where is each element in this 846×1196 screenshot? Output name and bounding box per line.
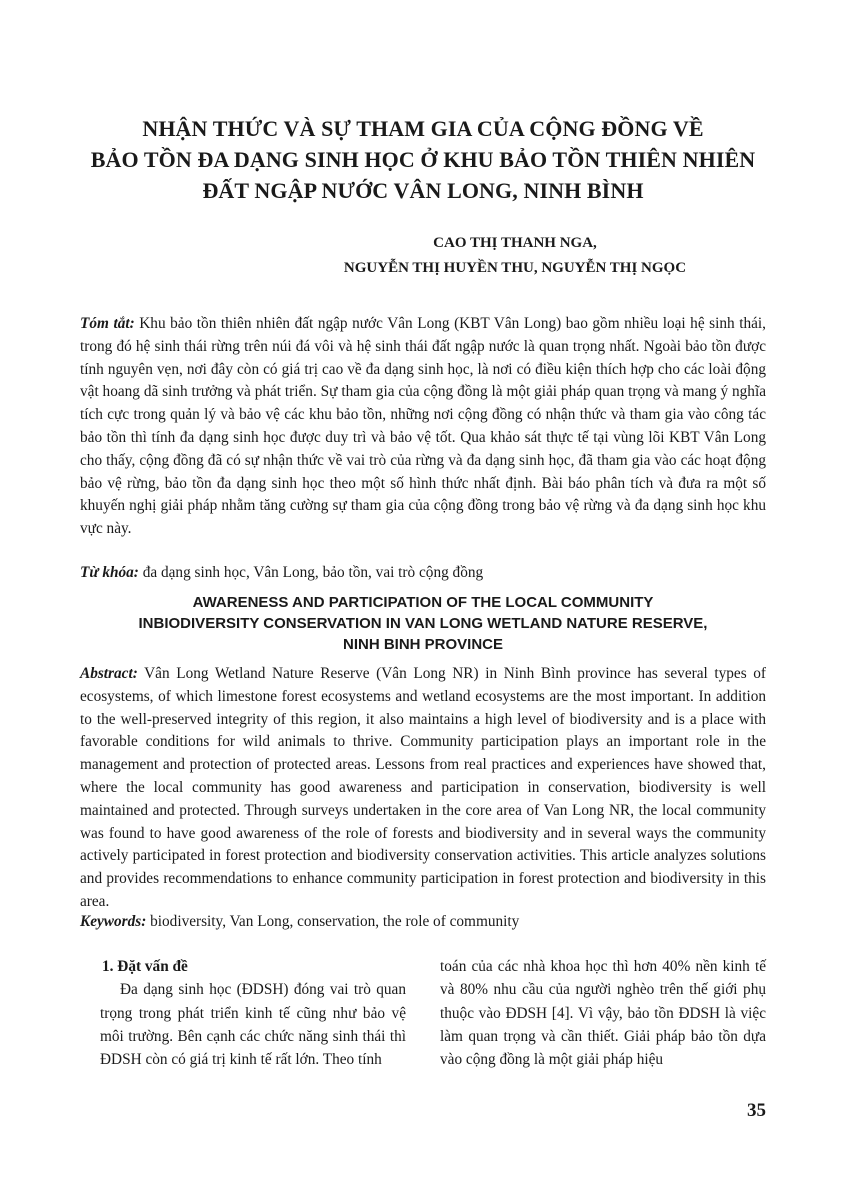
- abstract-text: Vân Long Wetland Nature Reserve (Vân Long NR) in Ninh Bình province has several types of ecosystems, of which limestone forest ecosystems and wetland ecosystems are the most important. In addition to the well-preserved integrity of this region, it also maintains a high level of biodiversity and is a place with favorable conditions for wild animals to thrive. Community participation plays an important role in the management and protection of protected areas. Lessons from real practices and experiences have showed that, where the local community has good awareness and participation in conservation, biodiversity is well maintained and protected. Through surveys undertaken in the core area of Van Long NR, the local community was found to have good awareness of the role of forests and biodiversity and in several ways the community actively participated in forest protection and biodiversity conservation activities. This article analyzes solutions and provides recommendations to enhance community participation in forest protection and biodiversity in this area.: [80, 665, 766, 910]
- title-line: ĐẤT NGẬP NƯỚC VÂN LONG, NINH BÌNH: [202, 178, 644, 203]
- keywords-label: Keywords:: [80, 913, 147, 930]
- abstract-label: Abstract:: [80, 665, 138, 682]
- english-title-line: INBIODIVERSITY CONSERVATION IN VAN LONG WETLAND NATURE RESERVE,: [138, 615, 708, 632]
- abstract-text: Khu bảo tồn thiên nhiên đất ngập nước Vân Long (KBT Vân Long) bao gồm nhiều loại hệ sinh thái, trong đó hệ sinh thái rừng trên núi đá vôi và hệ sinh thái đất ngập nước là quan trọng nhất. Ngoài bảo tồn được tính nguyên vẹn, nơi đây còn có giá trị cao về đa dạng sinh học, là nơi có điều kiện thích hợp cho các loài động vật hoang dã sinh trưởng và phát triển. Sự tham gia của cộng đồng là một giải pháp quan trọng và mang ý nghĩa tích cực trong quản lý và bảo vệ các khu bảo tồn, những nơi cộng đồng có nhận thức và tham gia vào công tác bảo tồn thì tính đa dạng sinh học được duy trì và bảo vệ tốt. Qua khảo sát thực tế tại vùng lõi KBT Vân Long cho thấy, cộng đồng đã có sự nhận thức về vai trò của rừng và đa dạng sinh học, đã tham gia vào các hoạt động bảo vệ rừng, bảo tồn đa dạng sinh học theo một số hình thức nhất định. Bài báo phân tích và đưa ra một số khuyến nghị giải pháp nhằm tăng cường sự tham gia của cộng đồng trong bảo vệ rừng và đa dạng sinh học khu vực này.: [80, 315, 766, 538]
- authors: [300, 231, 730, 281]
- page-number: 35: [747, 1100, 766, 1121]
- authors-line: NGUYỄN THỊ HUYỀN THU, NGUYỄN THỊ NGỌC: [343, 260, 687, 276]
- title-line: NHẬN THỨC VÀ SỰ THAM GIA CỦA CỘNG ĐỒNG VỀ: [142, 116, 704, 141]
- title-line: BẢO TỒN ĐA DẠNG SINH HỌC Ở KHU BẢO TỒN THIÊN NHIÊN: [90, 147, 756, 172]
- vietnamese-keywords: [80, 562, 766, 585]
- vietnamese-abstract: [80, 313, 766, 541]
- english-abstract: [80, 663, 766, 914]
- keywords-text: biodiversity, Van Long, conservation, the role of community: [146, 913, 520, 930]
- english-title-line: NINH BINH PROVINCE: [342, 636, 503, 653]
- section-heading: 1. Đặt vấn đề: [102, 958, 188, 975]
- keywords-text: đa dạng sinh học, Vân Long, bảo tồn, vai trò cộng đồng: [138, 564, 484, 581]
- body-column-left: [100, 955, 406, 1071]
- paper-title: [70, 113, 776, 206]
- english-keywords: [80, 911, 766, 934]
- abstract-label: Tóm tắt:: [80, 315, 135, 332]
- body-paragraph: Đa dạng sinh học (ĐDSH) đóng vai trò quan trọng trong phát triển kinh tế cũng như bảo vệ môi trường. Bên cạnh các chức năng sinh thái thì ĐDSH còn có giá trị kinh tế rất lớn. Theo tính: [100, 981, 406, 1069]
- english-title-line: AWARENESS AND PARTICIPATION OF THE LOCAL COMMUNITY: [192, 594, 654, 611]
- body-column-right: [440, 955, 766, 1071]
- authors-line: CAO THỊ THANH NGA,: [433, 235, 597, 251]
- body-paragraph: toán của các nhà khoa học thì hơn 40% nền kinh tế và 80% nhu cầu của người nghèo trên thế giới phụ thuộc vào ĐDSH [4]. Vì vậy, bảo tồn ĐDSH là việc làm quan trọng và cần thiết. Giải pháp bảo tồn dựa vào cộng đồng là một giải pháp hiệu: [440, 958, 766, 1069]
- keywords-label: Từ khóa:: [80, 564, 139, 581]
- english-title: [80, 592, 766, 655]
